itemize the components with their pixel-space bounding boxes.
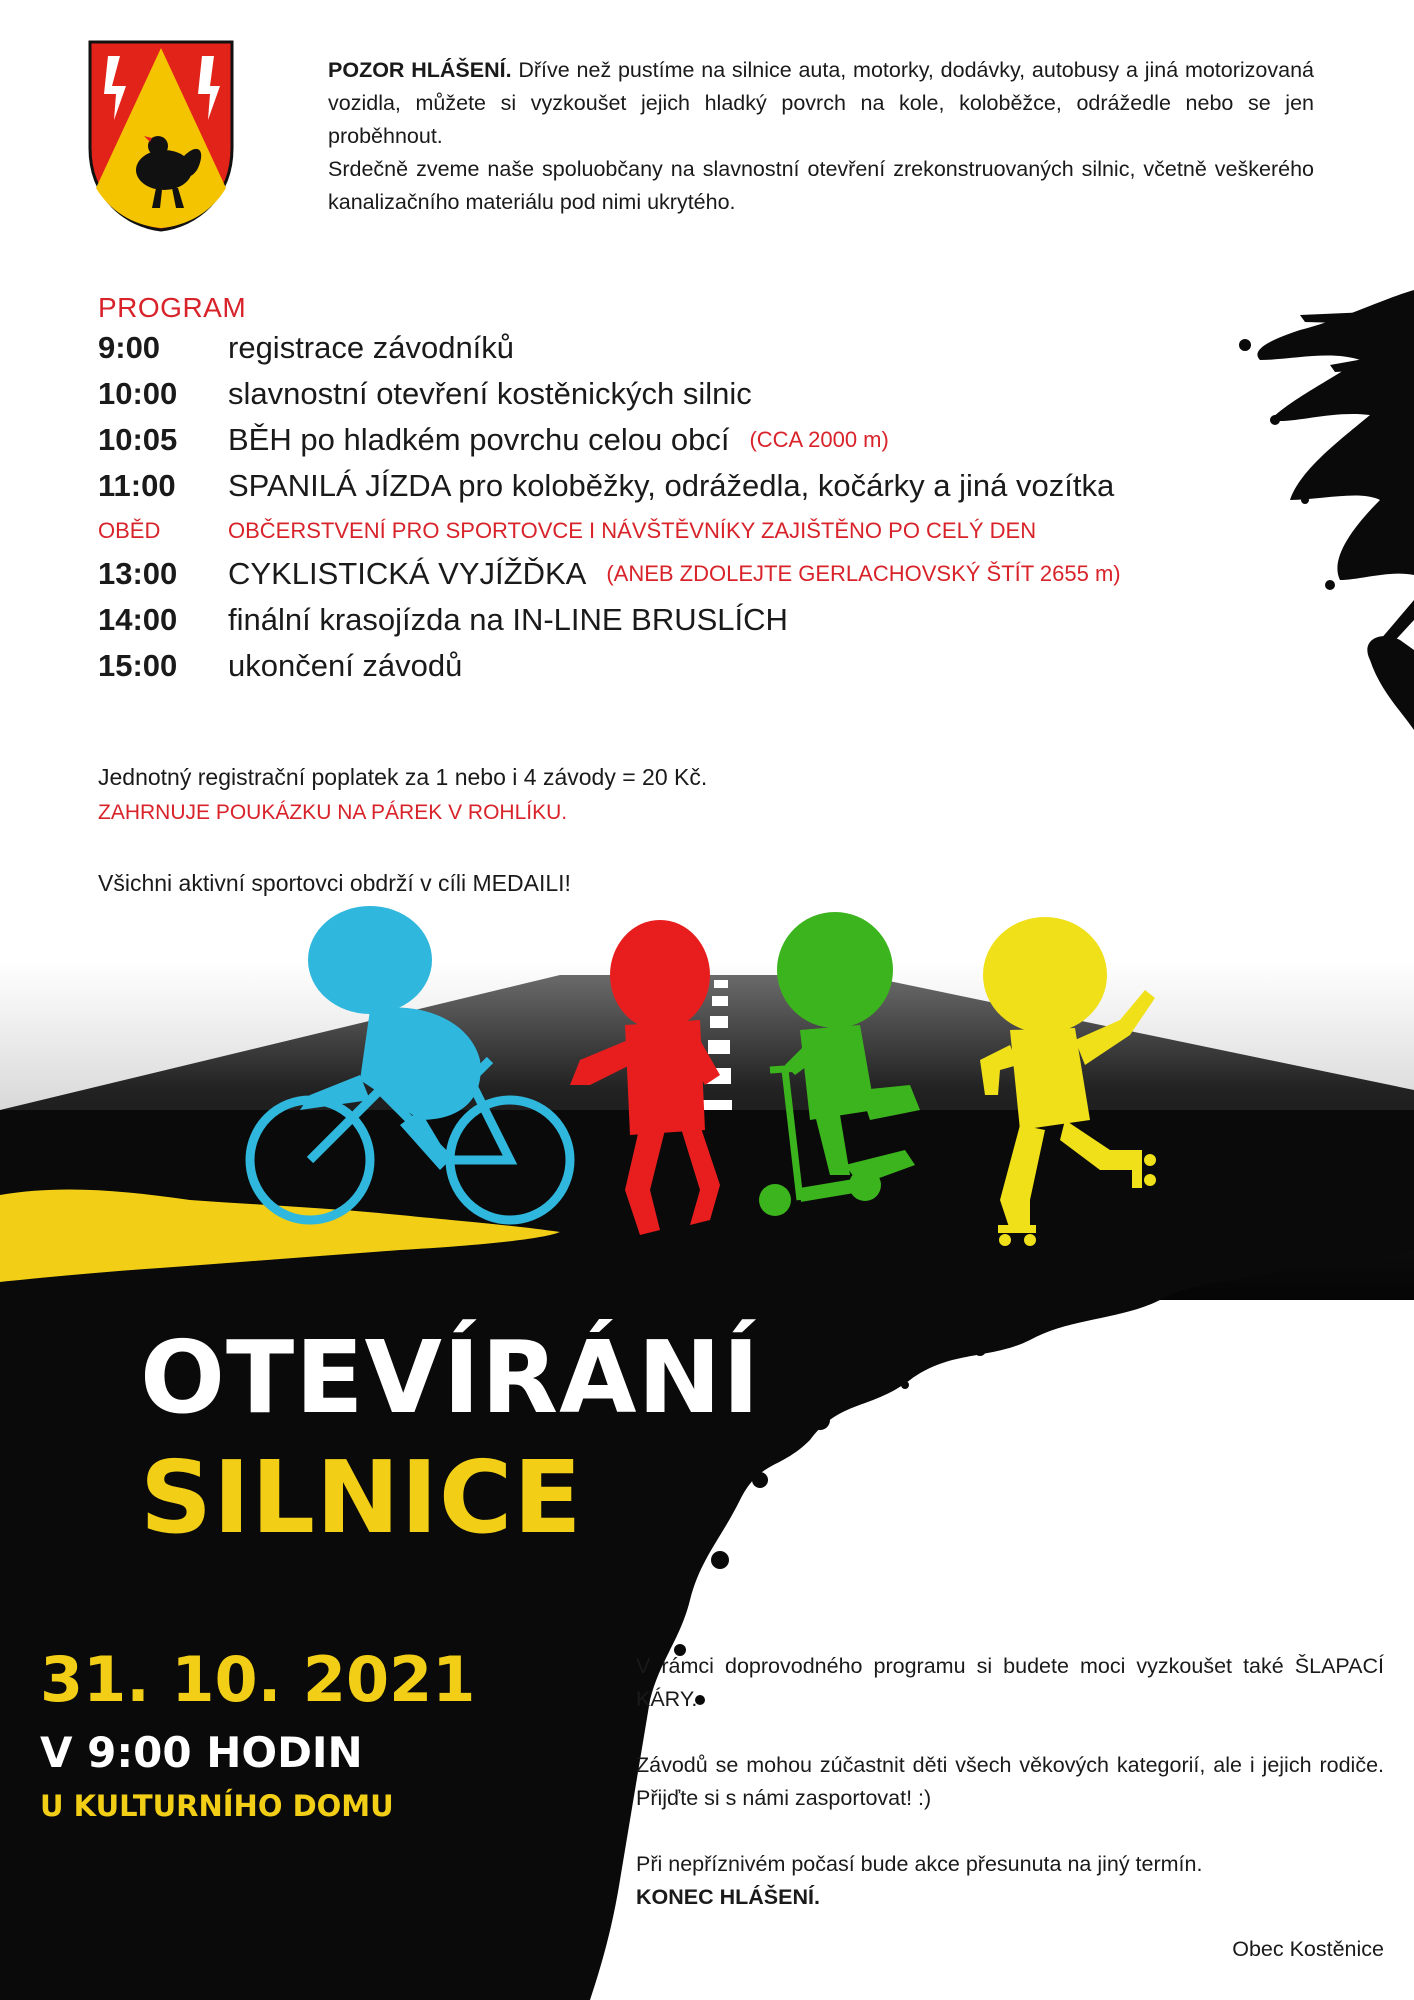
program-time: 10:05 <box>98 422 178 457</box>
side-paragraph-3: Při nepříznivém počasí bude akce přesunuta na jiný termín. KONEC HLÁŠENÍ. <box>636 1852 1203 1909</box>
intro-announcement <box>328 54 1314 219</box>
program-activity: CYKLISTICKÁ VYJÍŽĎKA (ANEB ZDOLEJTE GERLACHOVSKÝ ŠTÍT 2655 m) <box>228 556 1121 591</box>
side-paragraph-1: V rámci doprovodného programu si budete moci vyzkoušet také ŠLAPACÍ KÁRY. <box>636 1654 1384 1711</box>
announcement-end: KONEC HLÁŠENÍ. <box>636 1885 820 1909</box>
medal-note: Všichni aktivní sportovci obdrží v cíli MEDAILI! <box>98 870 571 896</box>
program-time: 13:00 <box>98 556 178 591</box>
program-title: PROGRAM <box>98 292 247 323</box>
program-row <box>98 422 1248 468</box>
fee-line: Jednotný registrační poplatek za 1 nebo i 4 závody = 20 Kč. <box>98 764 708 790</box>
program-note: (CCA 2000 m) <box>749 427 889 452</box>
event-details <box>40 1640 475 1826</box>
program-time: 9:00 <box>98 330 161 365</box>
program-time: OBĚD <box>98 518 161 543</box>
intro-text-2: Srdečně zveme naše spoluobčany na slavnostní otevření zrekonstruovaných silnic, včetně veškerého kanalizačního materiálu pod nimi ukrytého. <box>328 157 1314 214</box>
signature: Obec Kostěnice <box>1232 1937 1384 1961</box>
side-paragraph-2: Závodů se mohou zúčastnit děti všech věkových kategorií, ale i jejich rodiče. Přijďte si s námi zasportovat! :) <box>636 1753 1384 1810</box>
coat-of-arms-rooster-icon <box>86 38 236 234</box>
program-activity: slavnostní otevření kostěnických silnic <box>228 376 752 411</box>
registration-fee <box>98 760 707 830</box>
program-activity: OBČERSTVENÍ PRO SPORTOVCE I NÁVŠTĚVNÍKY ZAJIŠTĚNO PO CELÝ DEN <box>228 518 1037 543</box>
intro-heading: POZOR HLÁŠENÍ. <box>328 58 512 82</box>
program-activity: registrace závodníků <box>228 330 515 365</box>
program-activity: ukončení závodů <box>228 648 463 683</box>
event-headline <box>140 1318 760 1558</box>
program-time: 15:00 <box>98 648 178 683</box>
program-time: 14:00 <box>98 602 178 637</box>
program-row <box>98 648 1248 694</box>
program-activity: BĚH po hladkém povrchu celou obcí (CCA 2000 m) <box>228 422 889 457</box>
program-row <box>98 330 1248 376</box>
event-place: U KULTURNÍHO DOMU <box>40 1789 394 1823</box>
headline-line-1: OTEVÍRÁNÍ <box>140 1319 761 1436</box>
program-activity: finální krasojízda na IN-LINE BRUSLÍCH <box>228 602 788 637</box>
program-row <box>98 602 1248 648</box>
program-row <box>98 556 1248 602</box>
program-row <box>98 376 1248 422</box>
side-info <box>636 1650 1384 1914</box>
program-time: 11:00 <box>98 468 176 503</box>
headline-line-2: SILNICE <box>140 1439 583 1556</box>
intro-text-1: Dříve než pustíme na silnice auta, motorky, dodávky, autobusy a jiná motorizovaná vozidla, můžete si vyzkoušet jejich hladký povrch na kole, koloběžce, odrážedle nebo se jen proběhnout. <box>328 58 1315 148</box>
program-note: (ANEB ZDOLEJTE GERLACHOVSKÝ ŠTÍT 2655 m) <box>606 561 1121 586</box>
fee-includes: ZAHRNUJE POUKÁZKU NA PÁREK V ROHLÍKU. <box>98 801 568 824</box>
program-time: 10:00 <box>98 376 178 411</box>
event-time: V 9:00 HODIN <box>40 1728 363 1777</box>
program-activity: SPANILÁ JÍZDA pro koloběžky, odrážedla, kočárky a jiná vozítka <box>228 468 1115 503</box>
program-row <box>98 468 1248 514</box>
program-row-lunch <box>98 514 1248 556</box>
program-schedule <box>98 292 1248 694</box>
event-date: 31. 10. 2021 <box>40 1643 476 1716</box>
